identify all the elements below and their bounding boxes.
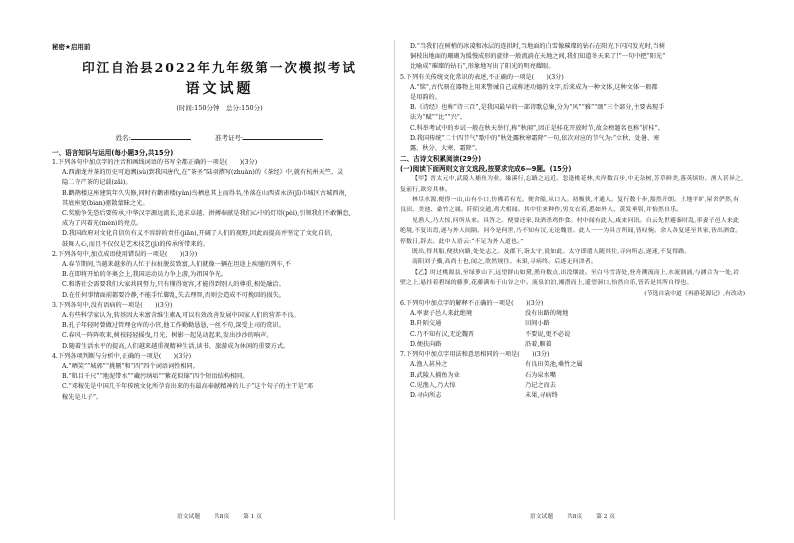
time-info: (时间:150分钟 总分:150分) — [176, 104, 263, 112]
option-line: D.“当我们在树梢的冰凌和冰层的连拱时,当地面的白雪像璀璨的钻石在阳光下闪闪发光时,当树 — [410, 43, 666, 50]
page-footer-2 — [400, 511, 745, 520]
option-sentence: C.乃不知有汉,无论魏晋 — [410, 330, 475, 338]
option-line: 鼓舞人心,而且不仅仅是艺术技艺(jì)的传承所带来的。 — [62, 240, 209, 248]
option-line: B.孔子年轻时曾做过管理仓库的小官,他工作勤勤恳恳,一丝不苟,深受上司的赏识。 — [62, 322, 285, 330]
option-meaning: 没有出路的境地 — [525, 309, 569, 317]
option-meaning: 石为泉水嘴 — [525, 371, 556, 379]
page-footer-1 — [52, 511, 387, 520]
section-heading: 二、古诗文积累阅读(29分) — [400, 155, 482, 164]
option-line: B.《诗经》也称“诗三百”,是我国最早的一部诗歌总集,分为“风”“雅”“颂”三个部分,主要表现手 — [410, 104, 665, 112]
question-stem: 1.下列各句中加点字的注音和画线词语的书写全都正确的一项是( )(3分) — [52, 159, 258, 166]
option-row — [400, 309, 745, 319]
option-line: A.西湖龙井茶的历史可追溯(sù)到我国唐代,在“茶圣”陆羽撰写(zhuàn)的《茶经》中,就有杭州天竺、灵 — [62, 169, 344, 177]
question-stem: 2.下列各句中,加点成语使用错误的一项是( )(3分) — [52, 250, 198, 258]
option-line: 比喻成“璀璨的钻石”,形象地写出了阳光的明亮耀眼。 — [410, 63, 555, 71]
passage-paragraph: 林尽水源,便得一山,山有小口,仿佛若有光。便舍船,从口入。初极狭,才通人。复行数十步,豁然开朗。土地平旷,屋舍俨然,有良田、美池、桑竹之属。阡陌交通,鸡犬相闻。其中往来种作,男女衣着,悉如外人。黄发垂髫,并怡然自乐。 — [400, 197, 740, 214]
option-line: 法为“赋”“比”“兴”。 — [410, 114, 467, 122]
option-row — [400, 391, 745, 401]
option-line: D.随着生活水平的提高,人们越来越重视精神生活,读书、旅游成为休闲的重要方式。 — [62, 342, 290, 350]
option-meaning: 未果,寻病终 — [525, 392, 558, 400]
passage-paragraph: 既出,得其船,便扶向路,处处志之。及郡下,诣太守,说如此。太守即遣人随其往,寻向所志,遂迷,不复得路。 — [412, 249, 691, 256]
section-heading: 一、语言知识与运用(每小题3分,共15分) — [52, 149, 174, 157]
option-sentence: A.率妻子邑人来此绝境 — [410, 309, 473, 317]
option-line: D.我国传统“二十四节气”歌中的“秋处露秋寒霜降”一句,依次对应的节气为:“立秋、处暑、寒 — [410, 134, 660, 142]
ticket-label: 准考证号: — [215, 134, 244, 142]
option-line: D.在任何事情面前都要冷静,不能手忙脚乱,失去理智,否则会造成不可挽回的损失。 — [62, 291, 285, 299]
passage-paragraph: 【乙】时过桃源县,至绿萝山下,远望群山如黛,渔舟数点,出没烟波。至白马雪涛处,登舟溯流而上,水流汹涌,与涵合为一处,岩壁之上,悬挂着碧绿的藤萝,花藤满布于山谷之中。流泉泊泊,湘潜而上,遥望洞口,怡然自乐,皆若是其所自得也。 — [400, 269, 740, 287]
option-line: 成为了闪着光(mèn)的亮点。 — [62, 220, 143, 228]
question-stem: 5.下列有关传统文化常识的表述,不正确的一项是( )(3分) — [400, 73, 564, 81]
secret-label: 秘密★启用前 — [52, 43, 91, 51]
option-line: 隐二寺产茶的记载(zǎi)。 — [62, 179, 132, 187]
option-line: A.春节期间,当越来越多的人忙于拉扯脱贫致富,人们就像一辆在坦途上疾驰的列车,不 — [62, 261, 291, 269]
name-field[interactable] — [131, 132, 191, 140]
option-meaning: 不要说,更不必说 — [525, 330, 571, 338]
option-line: B.鹳鹊楼这座建筑年久失修,同时有鹳雀楼(yàn)鸟栖息其上而得名,坐落在山西省永济(jǐ)市城区古城西南, — [62, 189, 347, 197]
question-stem: 4.下列各项判断与分析中,正确的一项是( )(3分) — [52, 352, 192, 360]
question-stem: 3.下列各句中,没有语病的一项是( )(3分) — [52, 301, 173, 309]
right-column — [400, 0, 745, 543]
candidate-info — [52, 132, 387, 142]
option-sentence: C.见渔人,乃大惊 — [410, 381, 456, 389]
option-line: C.和谐社会需要我们大家共同努力,只有懂得宽容,才能得到别人的尊重,相处融洽。 — [62, 281, 285, 289]
footer-exam: 语文试题 — [529, 514, 554, 520]
name-label: 姓名: — [115, 134, 131, 142]
ticket-field[interactable] — [243, 132, 323, 140]
option-line: A.有些科学家认为,转基因大米富含维生素A,可以有效改善发展中国家人们的营养不良。 — [62, 312, 300, 320]
option-row — [400, 371, 745, 381]
exam-title: 印江自治县2022年九年级第一次模拟考试 — [82, 60, 357, 75]
passage-paragraph: 见渔人,乃大惊,问所从来。具答之。便要还家,设酒杀鸡作食。村中闻有此人,咸来问讯。自云先世避秦时乱,率妻子邑人来此绝境,不复出焉,遂与外人间隔。问今是何世,乃不知有汉,无论魏晋。此人一一为具言所闻,皆叹惋。余人各复延至其家,皆出酒食。停数日,辞去。此中人语云:“不足为外人道也。” — [400, 217, 742, 245]
footer-total: 共8页 — [213, 514, 230, 520]
option-line: D.我国政府对文化自信负有义不容辞的责任(jiān),开阔了人们的视野,因此而提高并坚定了文化自信, — [62, 230, 333, 238]
footer-exam: 语文试题 — [176, 514, 201, 520]
option-sentence: B.武陵人捕鱼为业 — [410, 371, 460, 379]
option-line: 铜枝出地面的珊瑚为缓慢成形的旋律一般流淌在天地之间,我们知道冬天来了!”一句中把“阳光” — [410, 53, 666, 61]
footer-page: 第 1 页 — [243, 514, 263, 520]
option-line: 露、秋分、大寒、霜降”。 — [410, 145, 482, 153]
option-line: B.“肌目千尺”“地泥带水”“藏污纳垢”“紫花似锦”四个短语结构相同。 — [62, 373, 249, 381]
passage-source: (节选自袁中道《再游花源记》,有改动) — [644, 290, 745, 297]
option-row — [400, 330, 745, 340]
option-line: C.科举考试中的乡试一般在秋天举行,称“秋闱”,因正是桂花开放时节,故金榜题名也称“折桂”。 — [410, 124, 664, 132]
left-column — [52, 0, 387, 543]
option-sentence: D.便扶向路 — [410, 340, 442, 348]
option-line: B.在即将开始的冬奥会上,我国运动员力争上游,为祖国争光。 — [62, 271, 228, 279]
column-divider — [394, 40, 395, 520]
section-heading: (一)阅读下面两则文言文选段,按要求完成6—9题。(15分) — [400, 165, 572, 174]
question-stem: 6.下列句中加点字的解释不正确的一项是( )(3分) — [400, 299, 544, 307]
option-line: 稼先是儿子”。 — [62, 393, 103, 401]
footer-total: 共8页 — [566, 514, 583, 520]
option-line: 是用韵的。 — [410, 94, 441, 102]
exam-subject: 语文试题 — [185, 81, 254, 97]
passage-paragraph: 南阳刘子骥,高尚士也,闻之,欣然规往。未果,寻病终。后遂无问津者。 — [412, 259, 597, 266]
option-line: C.春风一阵阵吹来,树枝轻轻摇曳,月光、树影一起晃动起来,发出沙沙的响声。 — [62, 332, 273, 340]
option-sentence: D.寻向所志 — [410, 392, 442, 400]
option-meaning: 有良田美池,桑竹之属 — [525, 361, 583, 369]
option-meaning: 田间小路 — [525, 320, 550, 328]
option-line: A.“晒笑”“城郭”“挑剔”和“四”四个词语词性相同。 — [62, 363, 199, 371]
question-stem: 7.下列句中加点字用法和意思相同的一项是( )(3分) — [400, 351, 550, 359]
option-row — [400, 360, 745, 370]
option-line: C.奖励争先恐后要传承,中华汉字源远流长,追求卓越、拼搏奉献是我们心中的灯塔(pèi),引领我们不敢懈怠, — [62, 210, 351, 218]
option-line: C.“邓稼先是中国几千年传统文化所孕育出来的有最高奉献精神的儿子”这个句子的主干是“邓 — [62, 383, 314, 391]
right-questions — [400, 42, 745, 401]
option-row — [400, 319, 745, 329]
option-row — [400, 340, 745, 350]
option-meaning: 乃记之而去 — [525, 381, 556, 389]
option-sentence: B.阡陌交通 — [410, 320, 442, 328]
option-line: 其底座宽(bian)驱散蒙昧之光。 — [62, 199, 149, 207]
passage-paragraph: 【甲】晋太元中,武陵人捕鱼为业。缘溪行,忘路之远近。忽逢桃花林,夹岸数百步,中无杂树,芳草鲜美,落英缤纷。渔人甚异之,复前行,欲穷其林。 — [400, 176, 744, 193]
left-questions — [52, 148, 387, 403]
option-row — [400, 381, 745, 391]
option-meaning: 沿着,顺着 — [525, 340, 552, 348]
option-line: A.“铭”,古代刻在器物上用来警诫自己或称述功德的文字,后来成为一种文体,这种文体一般都 — [410, 83, 658, 91]
option-sentence: A.渔人甚异之 — [410, 361, 448, 369]
footer-page: 第 2 页 — [596, 514, 616, 520]
